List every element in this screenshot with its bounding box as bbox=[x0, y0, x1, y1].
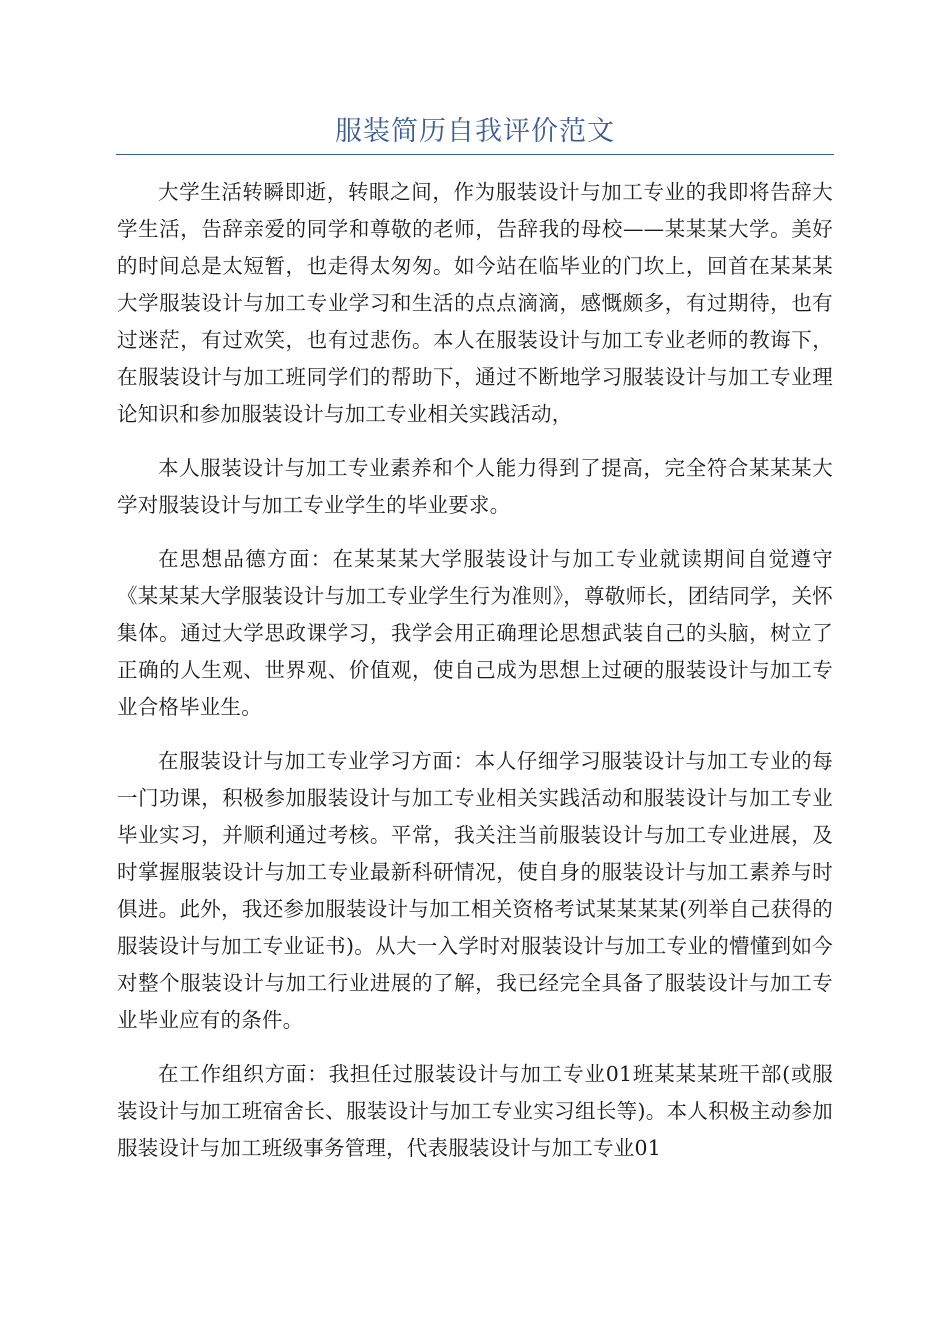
title-underline bbox=[116, 154, 834, 155]
document-title: 服装简历自我评价范文 bbox=[335, 116, 615, 147]
paragraph-intro: 大学生活转瞬即逝，转眼之间，作为服装设计与加工专业的我即将告辞大学生活，告辞亲爱的同学和尊敬的老师，告辞我的母校——某某某大学。美好的时间总是太短暂，也走得太匆匆。如今站在临毕业的门坎上，回首在某某某大学服装设计与加工专业学习和生活的点点滴滴，感慨颇多，有过期待，也有过迷茫，有过欢笑，也有过悲伤。本人在服装设计与加工专业老师的教诲下，在服装设计与加工班同学们的帮助下，通过不断地学习服装设计与加工专业理论知识和参加服装设计与加工专业相关实践活动， bbox=[117, 180, 833, 426]
paragraph-ideology: 在思想品德方面：在某某某大学服装设计与加工专业就读期间自觉遵守《某某某大学服装设计与加工专业学生行为准则》，尊敬师长，团结同学，关怀集体。通过大学思政课学习，我学会用正确理论思想武装自己的头脑，树立了正确的人生观、世界观、价值观，使自己成为思想上过硬的服装设计与加工专业合格毕业生。 bbox=[117, 547, 833, 719]
document-body bbox=[117, 174, 833, 1184]
paragraph-summary: 本人服装设计与加工专业素养和个人能力得到了提高，完全符合某某某大学对服装设计与加工专业学生的毕业要求。 bbox=[117, 456, 833, 517]
paragraph-work: 在工作组织方面：我担任过服装设计与加工专业01班某某某班干部(或服装设计与加工班宿舍长、服装设计与加工专业实习组长等)。本人积极主动参加服装设计与加工班级事务管理，代表服装设计与加工专业01 bbox=[117, 1062, 833, 1160]
paragraph-study: 在服装设计与加工专业学习方面：本人仔细学习服装设计与加工专业的每一门功课，积极参加服装设计与加工专业相关实践活动和服装设计与加工专业毕业实习，并顺利通过考核。平常，我关注当前服装设计与加工专业进展，及时掌握服装设计与加工专业最新科研情况，使自身的服装设计与加工素养与时俱进。此外，我还参加服装设计与加工相关资格考试某某某某(列举自己获得的服装设计与加工专业证书)。从大一入学时对服装设计与加工专业的懵懂到如今对整个服装设计与加工行业进展的了解，我已经完全具备了服装设计与加工专业毕业应有的条件。 bbox=[117, 749, 833, 1032]
